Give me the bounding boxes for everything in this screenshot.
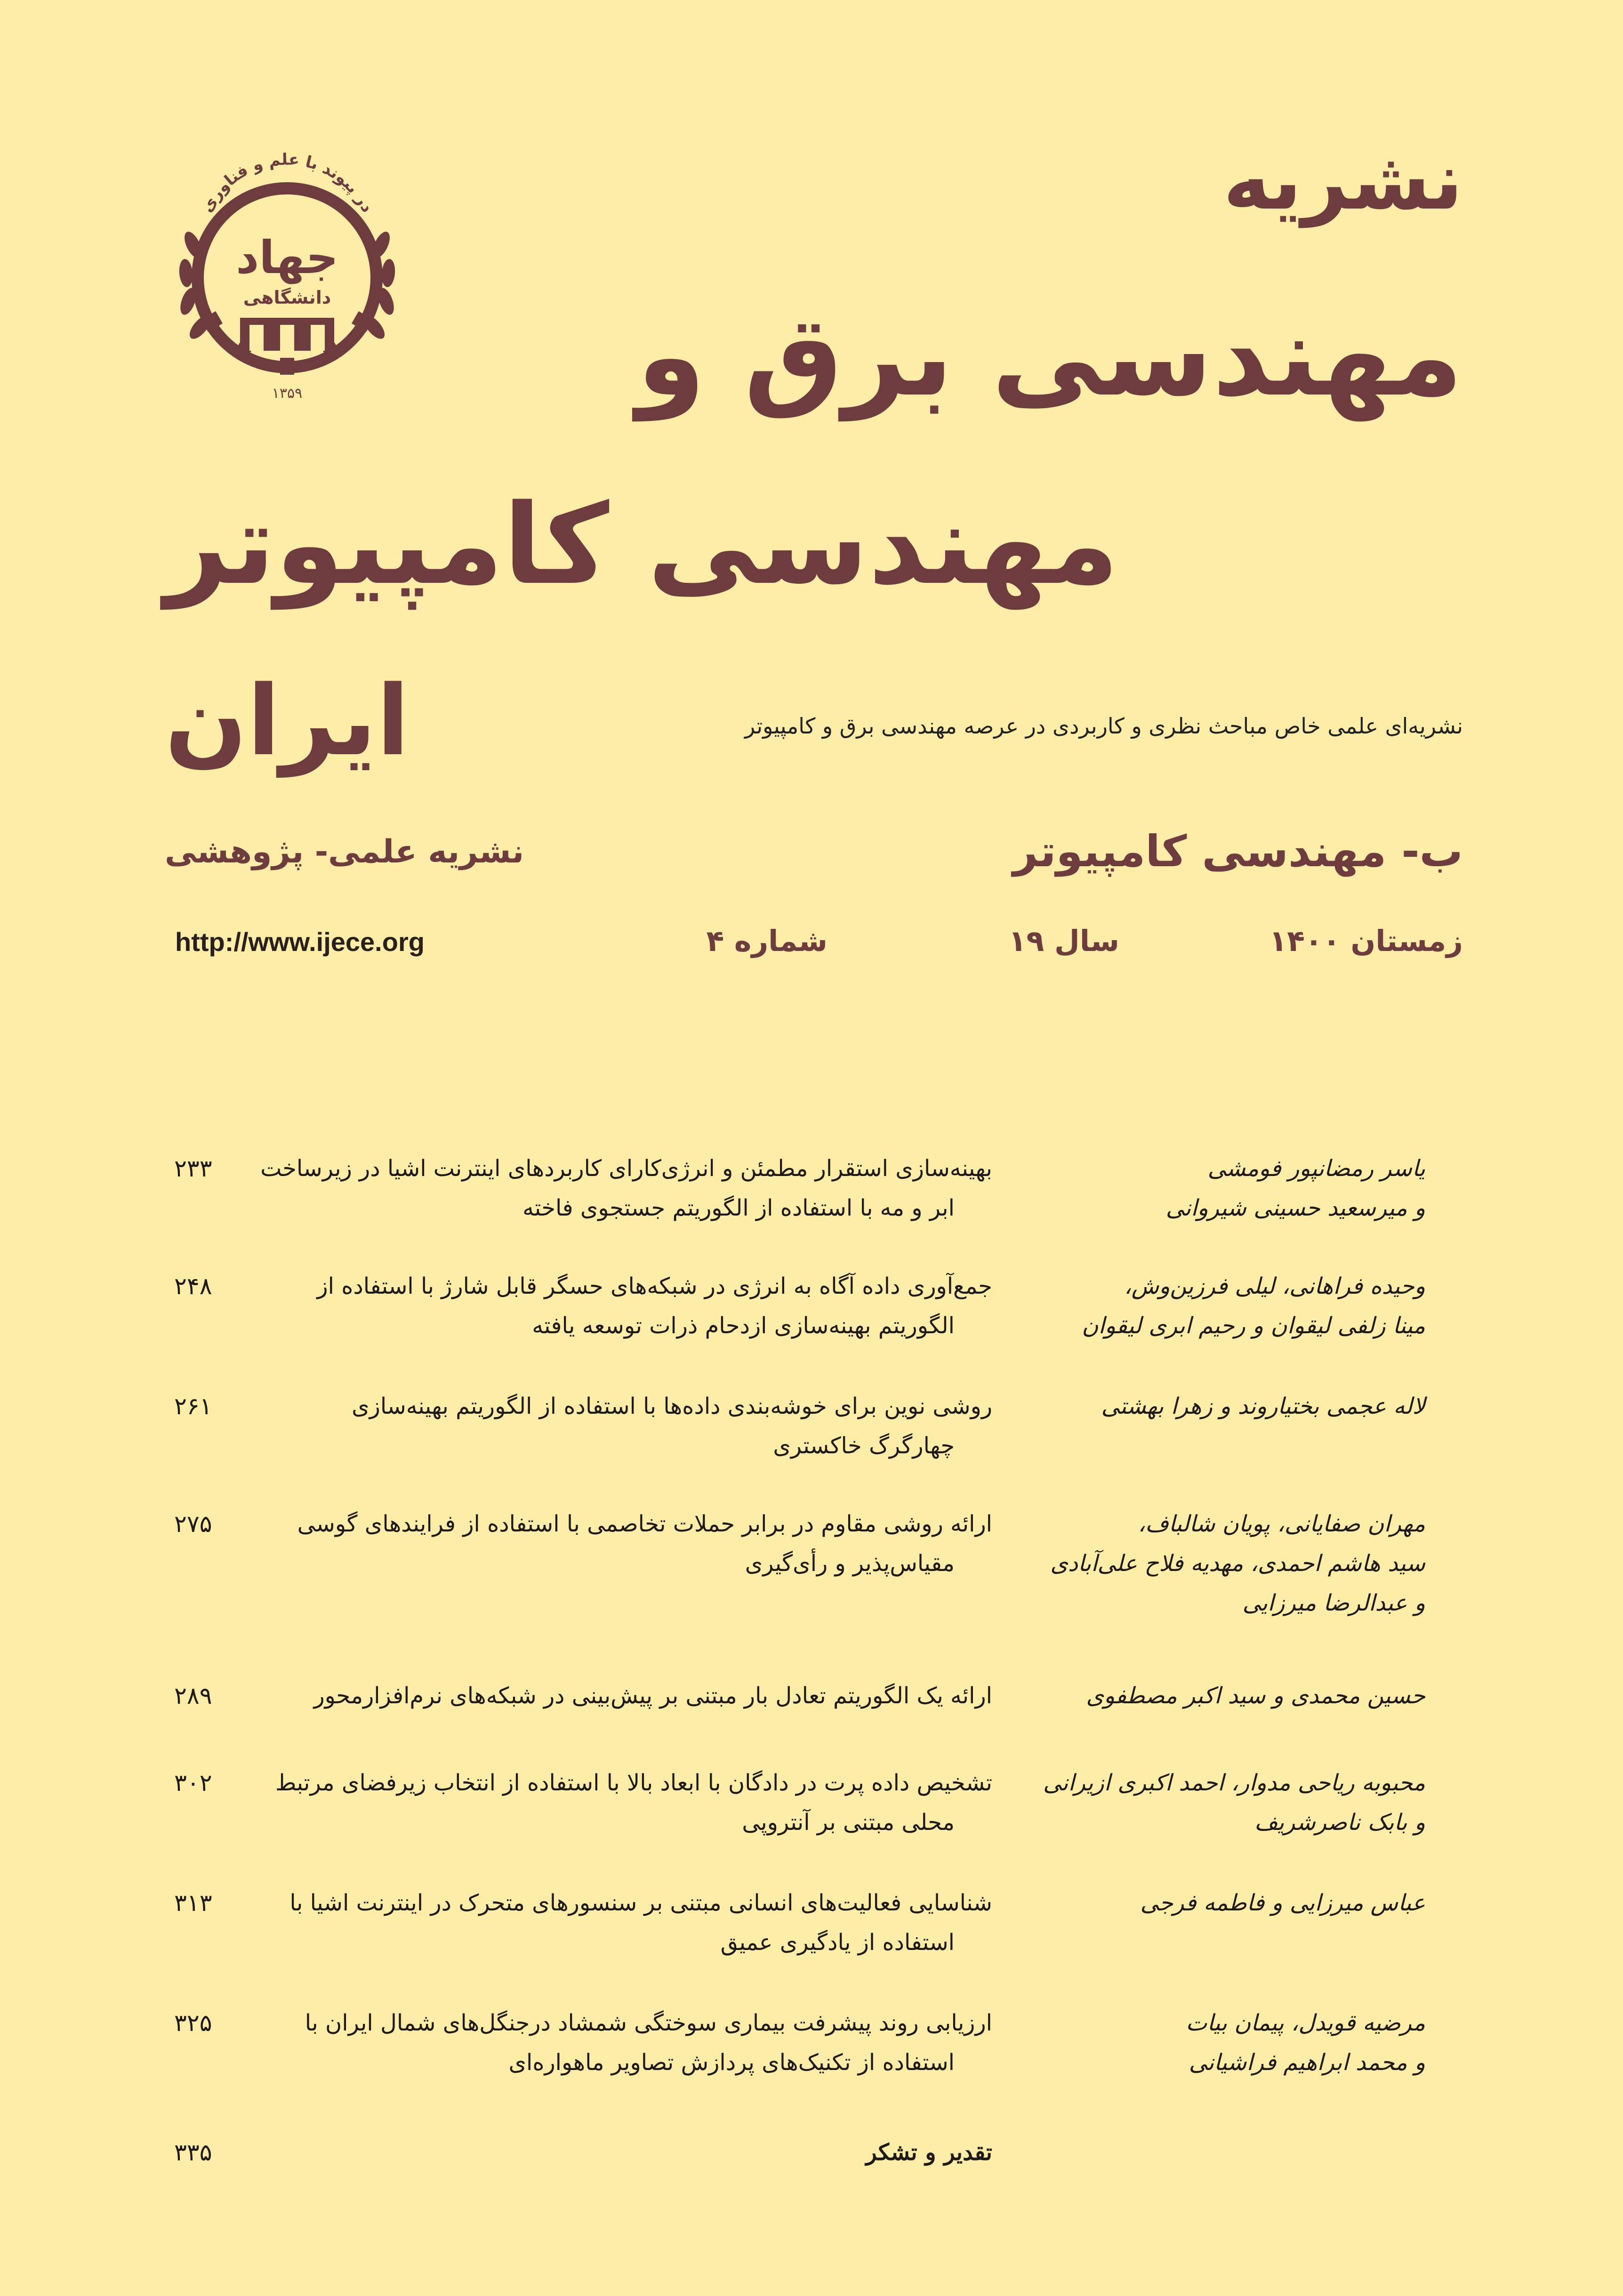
toc-page-number: ۲۸۹ (174, 1682, 212, 1709)
toc-title-line: الگوریتم بهینه‌سازی ازدحام ذرات توسعه یافته (532, 1313, 955, 1339)
toc-author-line: حسین محمدی و سید اکبر مصطفوی (1086, 1683, 1425, 1709)
toc-title-line: روشی نوین برای خوشه‌بندی داده‌ها با استفاده از الگوریتم بهینه‌سازی (352, 1393, 992, 1419)
toc-author-line: و عبدالرضا میرزایی (1242, 1590, 1425, 1616)
toc-page-number: ۲۴۸ (174, 1273, 212, 1300)
toc-title (258, 1883, 992, 1962)
toc-title (258, 1763, 992, 1842)
journal-url[interactable]: http://www.ijece.org (175, 927, 425, 957)
toc-title-line: بهینه‌سازی استقرار مطمئن و انرژی‌کارای کاربردهای اینترنت اشیا در زیرساخت (260, 1155, 992, 1182)
logo-year: ۱۳۵۹ (272, 385, 303, 402)
toc-authors (992, 1504, 1425, 1623)
toc-authors (992, 2003, 1425, 2082)
toc-page-number: ۳۳۵ (174, 2139, 212, 2166)
toc-title (258, 2003, 992, 2082)
journal-title-line1: مهندسی برق و (636, 292, 1463, 421)
toc-title (258, 1149, 992, 1228)
toc-title-line: استفاده از تکنیک‌های پردازش تصاویر ماهواره‌ای (508, 2049, 955, 2076)
toc-author-line: محبوبه ریاحی مدوار، احمد اکبری ازیرانی (1043, 1770, 1425, 1796)
journal-title-line3: ایران (165, 665, 410, 777)
logo-arc-text: در پیوند با علم و فناوری (197, 150, 377, 216)
toc-authors (992, 1149, 1425, 1228)
toc-author-line: وحیده فراهانی، لیلی فرزین‌وش، (1124, 1273, 1425, 1299)
toc-page-number: ۲۷۵ (174, 1510, 212, 1538)
journal-type: نشریه علمی- پژوهشی (165, 833, 524, 870)
toc-title-line: ارائه روشی مقاوم در برابر حملات تخاصمی با استفاده از فرایندهای گوسی (297, 1511, 992, 1537)
toc-title-line: مقیاس‌پذیر و رأی‌گیری (745, 1550, 955, 1577)
toc-page-number: ۳۲۵ (174, 2009, 212, 2037)
toc-title-line: تشخیص داده پرت در دادگان با ابعاد بالا با استفاده از انتخاب زیرفضای مرتبط (275, 1770, 992, 1796)
issue-season: زمستان ۱۴۰۰ (1269, 924, 1463, 958)
toc-title-line: تقدیر و تشکر (866, 2139, 992, 2166)
toc-title-line: چهارگرگ خاکستری (773, 1433, 955, 1459)
toc-authors (992, 1676, 1425, 1716)
toc-title (258, 1266, 992, 1345)
toc-author-line: یاسر رمضانپور فومشی (1207, 1155, 1425, 1182)
logo-sub: دانشگاهی (243, 287, 331, 308)
toc-title-line: جمع‌آوری داده آگاه به انرژی در شبکه‌های حسگر قابل شارژ با استفاده از (317, 1273, 992, 1299)
jahad-daneshgahi-seal-icon (160, 137, 414, 410)
journal-subtitle: نشریه‌ای علمی خاص مباحث نظری و کاربردی در عرصه مهندسی برق و کامپیوتر (744, 713, 1463, 739)
toc-title-line: ارزیابی روند پیشرفت بیماری سوختگی شمشاد درجنگل‌های شمال ایران با (305, 2010, 992, 2036)
toc-author-line: مینا زلفی لیقوان و رحیم ابری لیقوان (1082, 1313, 1425, 1339)
logo-name: جهاد (236, 231, 338, 284)
toc-author-line: سید هاشم احمدی، مهدیه فلاح علی‌آبادی (1050, 1550, 1425, 1577)
toc-page-number: ۳۱۳ (174, 1889, 212, 1917)
toc-title (258, 1386, 992, 1466)
toc-title (258, 1676, 992, 1716)
toc-title-line: محلی مبتنی بر آنتروپی (742, 1809, 955, 1836)
toc-title-line: شناسایی فعالیت‌های انسانی مبتنی بر سنسورهای متحرک در اینترنت اشیا با (289, 1890, 992, 1916)
issue-year: سال ۱۹ (1008, 924, 1119, 958)
toc-title-line: ارائه یک الگوریتم تعادل بار مبتنی بر پیش‌بینی در شبکه‌های نرم‌افزارمحور (313, 1683, 992, 1709)
toc-author-line: و محمد ابراهیم فراشیانی (1189, 2049, 1425, 2076)
toc-authors (992, 1386, 1425, 1426)
toc-author-line: و میرسعید حسینی شیروانی (1165, 1195, 1425, 1221)
issue-number: شماره ۴ (706, 924, 828, 958)
toc-author-line: عباس میرزایی و فاطمه فرجی (1140, 1890, 1425, 1916)
toc-page-number: ۲۶۱ (174, 1393, 212, 1420)
section-title: ب- مهندسی کامپیوتر (1012, 826, 1463, 877)
toc-title (258, 2133, 992, 2172)
journal-title-line2: مهندسی کامپیوتر (165, 481, 1119, 609)
toc-title-line: ابر و مه با استفاده از الگوریتم جستجوی فاخته (522, 1195, 955, 1221)
toc-page-number: ۳۰۲ (174, 1769, 212, 1797)
toc-page-number: ۲۳۳ (174, 1155, 212, 1182)
toc-author-line: مهران صفایانی، پویان شالباف، (1138, 1511, 1425, 1537)
toc-author-line: لاله عجمی بختیاروند و زهرا بهشتی (1101, 1393, 1425, 1419)
toc-author-line: مرضیه قویدل، پیمان بیات (1186, 2010, 1425, 2036)
toc-author-line: و بابک ناصرشریف (1254, 1809, 1425, 1836)
journal-label: نشریه (1223, 135, 1463, 228)
toc-authors (992, 1266, 1425, 1345)
toc-title (258, 1504, 992, 1583)
toc-authors (992, 1763, 1425, 1842)
toc-title-line: استفاده از یادگیری عمیق (720, 1929, 955, 1956)
toc-authors (992, 1883, 1425, 1923)
